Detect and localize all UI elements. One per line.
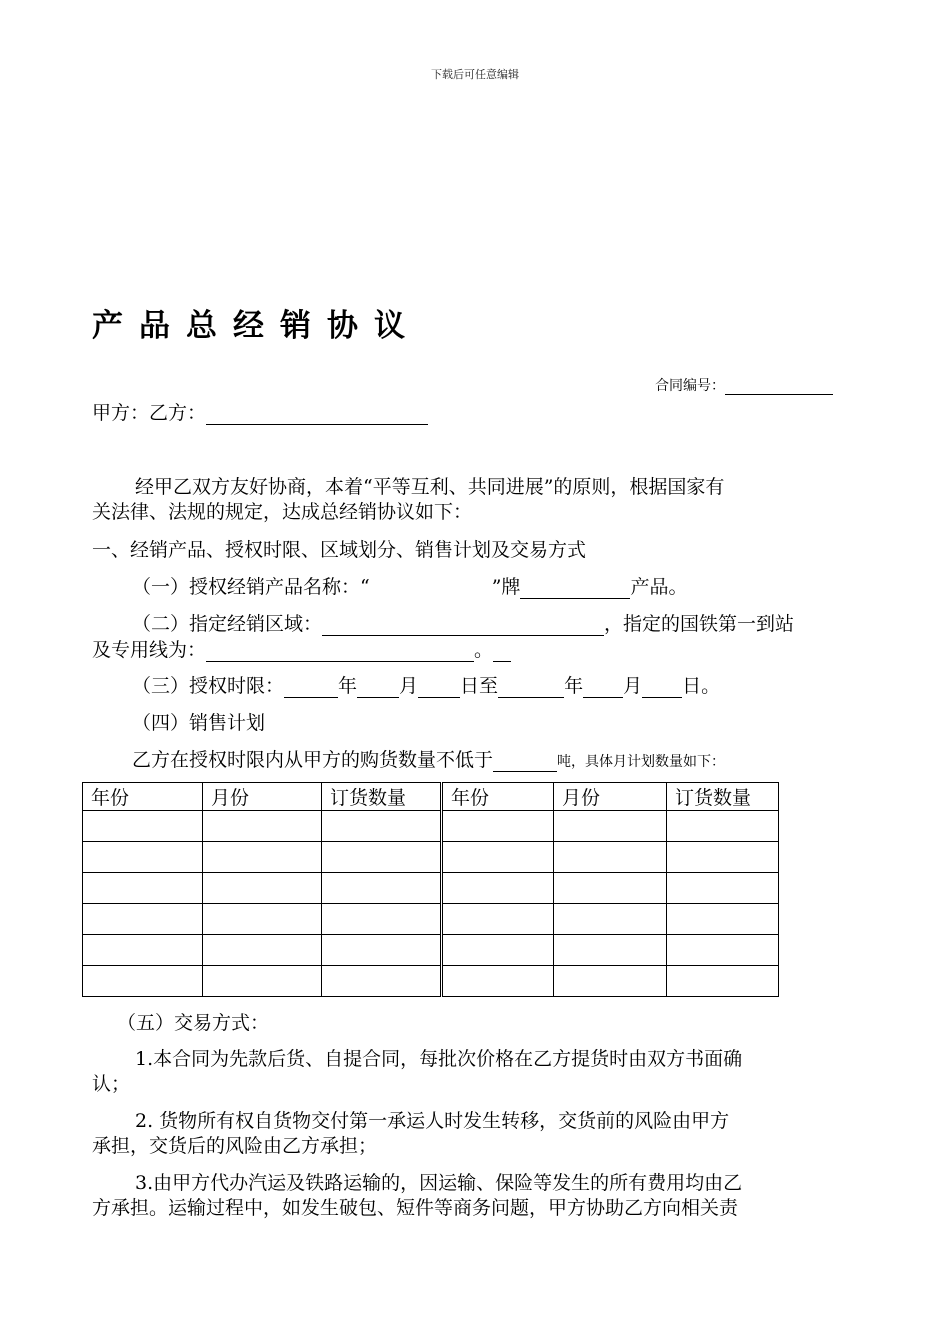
table-cell[interactable] (203, 904, 322, 935)
clause-2-line-1: 2. 货物所有权自货物交付第一承运人时发生转移，交货前的风险由甲方 (135, 1110, 730, 1132)
table-cell[interactable] (554, 873, 667, 904)
intro-line-1: 经甲乙双方友好协商，本着“平等互利、共同进展”的原则，根据国家有 (135, 476, 725, 498)
table-cell[interactable] (442, 842, 554, 873)
clause-1-line-1: 1.本合同为先款后货、自提合同，每批次价格在乙方提货时由双方书面确 (135, 1048, 743, 1070)
start-year-blank[interactable] (284, 677, 338, 698)
contract-number (655, 375, 833, 395)
contract-number-blank[interactable] (725, 380, 833, 395)
table-row (83, 904, 779, 935)
item-2-line2-suffix: 。 (474, 639, 494, 661)
table-cell[interactable] (83, 935, 203, 966)
item-2-line-2 (92, 635, 511, 662)
start-day-blank[interactable] (418, 677, 460, 698)
item-4-title: （四）销售计划 (132, 712, 266, 734)
day-to-label: 日至 (460, 675, 499, 697)
start-month-blank[interactable] (357, 677, 399, 698)
intro-line-2: 关法律、法规的规定，达成总经销协议如下： (92, 501, 473, 523)
product-blank[interactable] (520, 578, 630, 599)
clause-1-line-2: 认； (92, 1073, 131, 1095)
item-2-line2-prefix: 及专用线为： (92, 639, 207, 661)
table-cell[interactable] (203, 873, 322, 904)
end-month-blank[interactable] (583, 677, 623, 698)
clause-3-line-2: 方承担。运输过程中，如发生破包、短件等商务问题，甲方协助乙方向相关责 (92, 1197, 739, 1219)
item-2-prefix: （二）指定经销区域： (132, 613, 323, 635)
table-cell[interactable] (203, 935, 322, 966)
table-cell[interactable] (667, 873, 779, 904)
table-cell[interactable] (203, 842, 322, 873)
item-1-prefix: （一）授权经销产品名称：“ (132, 576, 370, 598)
item-1-mid: ”牌 (491, 576, 521, 598)
header-year-2: 年份 (442, 783, 554, 811)
table-cell[interactable] (667, 842, 779, 873)
month-label: 月 (399, 675, 419, 697)
table-cell[interactable] (322, 842, 442, 873)
table-cell[interactable] (83, 966, 203, 997)
table-cell[interactable] (322, 811, 442, 842)
table-cell[interactable] (442, 966, 554, 997)
day-label: 日。 (682, 675, 721, 697)
table-cell[interactable] (667, 935, 779, 966)
item-1-suffix: 产品。 (630, 576, 688, 598)
year-label: 年 (338, 675, 358, 697)
table-cell[interactable] (442, 873, 554, 904)
sales-plan-table (82, 782, 779, 997)
month-label-2: 月 (623, 675, 643, 697)
item-3-prefix: （三）授权时限： (132, 675, 285, 697)
header-note: 下载后可任意编辑 (431, 68, 519, 81)
table-cell[interactable] (554, 904, 667, 935)
table-cell[interactable] (442, 935, 554, 966)
parties-line (92, 398, 428, 425)
table-cell[interactable] (83, 873, 203, 904)
end-year-blank[interactable] (498, 677, 564, 698)
table-header-row (83, 783, 779, 811)
table-cell[interactable] (554, 842, 667, 873)
table-cell[interactable] (322, 935, 442, 966)
table-cell[interactable] (554, 935, 667, 966)
table-cell[interactable] (554, 811, 667, 842)
table-cell[interactable] (83, 811, 203, 842)
rail-line-blank[interactable] (206, 641, 474, 662)
rail-line-blank-tail (493, 641, 511, 662)
table-row (83, 873, 779, 904)
page-title: 产品总经销协议 (92, 308, 421, 344)
table-cell[interactable] (83, 842, 203, 873)
contract-number-label: 合同编号： (655, 378, 725, 394)
header-month-2: 月份 (554, 783, 667, 811)
table-cell[interactable] (203, 811, 322, 842)
table-cell[interactable] (554, 966, 667, 997)
table-cell[interactable] (203, 966, 322, 997)
header-quantity-2: 订货数量 (667, 783, 779, 811)
plan-text-main: 乙方在授权时限内从甲方的购货数量不低于 (132, 749, 494, 771)
table-row (83, 966, 779, 997)
item-2 (132, 609, 794, 636)
header-quantity-1: 订货数量 (322, 783, 442, 811)
table-cell[interactable] (322, 873, 442, 904)
end-day-blank[interactable] (642, 677, 682, 698)
tonnage-blank[interactable] (493, 751, 557, 772)
parties-label: 甲方：乙方： (92, 402, 207, 424)
header-month-1: 月份 (203, 783, 322, 811)
table-cell[interactable] (667, 966, 779, 997)
item-5-title: （五）交易方式： (117, 1012, 270, 1034)
table-row (83, 935, 779, 966)
clause-2-line-2: 承担，交货后的风险由乙方承担； (92, 1135, 378, 1157)
table-row (83, 811, 779, 842)
table-cell[interactable] (322, 904, 442, 935)
header-year-1: 年份 (83, 783, 203, 811)
table-cell[interactable] (442, 811, 554, 842)
item-2-suffix: ，指定的国铁第一到站 (604, 613, 795, 635)
section-1-title: 一、经销产品、授权时限、区域划分、销售计划及交易方式 (92, 539, 587, 561)
table-cell[interactable] (83, 904, 203, 935)
table-cell[interactable] (442, 904, 554, 935)
table-cell[interactable] (667, 811, 779, 842)
party-b-blank[interactable] (206, 404, 428, 425)
year-label-2: 年 (564, 675, 584, 697)
clause-3-line-1: 3.由甲方代办汽运及铁路运输的，因运输、保险等发生的所有费用均由乙 (135, 1172, 743, 1194)
plan-text (132, 745, 725, 772)
plan-text-tail: 吨，具体月计划数量如下： (557, 754, 726, 770)
table-cell[interactable] (322, 966, 442, 997)
region-blank[interactable] (322, 615, 604, 636)
item-1 (132, 572, 687, 599)
table-cell[interactable] (667, 904, 779, 935)
item-3 (132, 671, 720, 698)
table-row (83, 842, 779, 873)
